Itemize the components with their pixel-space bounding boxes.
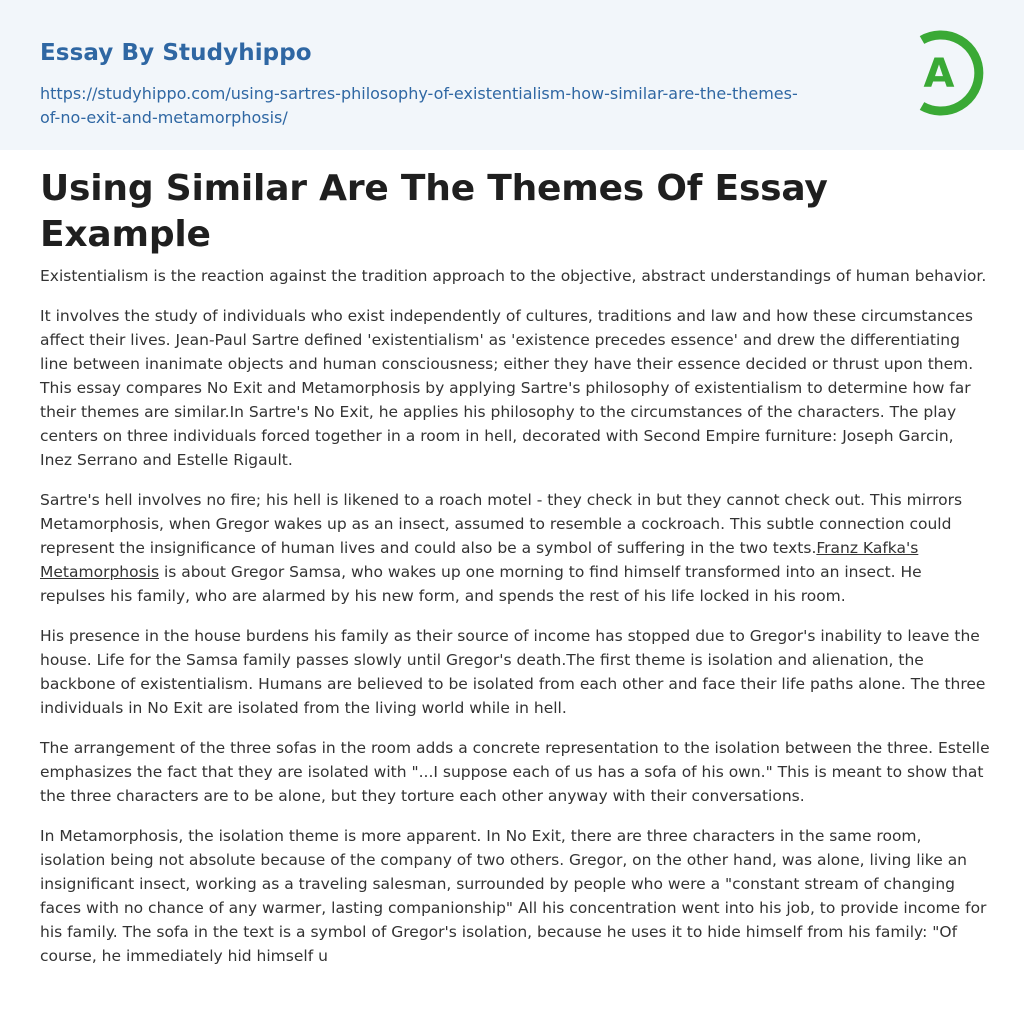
paragraph-6: In Metamorphosis, the isolation theme is more apparent. In No Exit, there are three characters in the same room, isolation being not absolute because of the company of two others. Gregor, on the other hand, was alone, living like an insignificant insect, working as a traveling salesman, surrounded by people who were a "constant stream of changing faces with no chance of any warmer, lasting companionship" All his concentration went into his job, to provide income for his family. The sofa in the text is a symbol of Gregor's isolation, because he uses it to hide himself from his family: "Of course, he immediately hid himself u xyxy=(40,827,987,965)
paragraph-5: The arrangement of the three sofas in the room adds a concrete representation to the isolation between the three. Estelle emphasizes the fact that they are isolated with "...I suppose each of us has a sofa of his own." This is meant to show that the three characters are to be alone, but they torture each other anyway with their conversations. xyxy=(40,739,990,805)
page-title: Using Similar Are The Themes Of Essay Example xyxy=(40,168,828,255)
paragraph-3-start: Sartre's hell involves no fire; his hell is likened to a roach motel - they check in but they cannot check out. This mirrors Metamorphosis, when Gregor wakes up as an insect, assumed to resemble a cockroach. This subtle connection could represent the insignificance of human lives and could also be a symbol of suffering in the two texts. xyxy=(40,491,963,557)
paragraph-4: His presence in the house burdens his family as their source of income has stopped due to Gregor's inability to leave the house. Life for the Samsa family passes slowly until Gregor's death.The first theme is isolation and alienation, the backbone of existentialism. Humans are believed to be isolated from each other and face their life paths alone. The three individuals in No Exit are isolated from the living world while in hell. xyxy=(40,627,986,717)
paragraph-2: It involves the study of individuals who exist independently of cultures, traditions and law and how these circumstances affect their lives. Jean-Paul Sartre defined 'existentialism' as 'existence precedes essence' and drew the differentiating line between inanimate objects and human consciousness; either they have their essence decided or thrust upon them. This essay compares No Exit and Metamorphosis by applying Sartre's philosophy of existentialism to determine how far their themes are similar.In Sartre's No Exit, he applies his philosophy to the circumstances of the characters. The play centers on three individuals forced together in a room in hell, decorated with Second Empire furniture: Joseph Garcin, Inez Serrano and Estelle Rigault. xyxy=(40,307,974,469)
metamorphosis-link[interactable]: Franz Kafka's Metamorphosis xyxy=(40,539,919,581)
paragraph-3-end: is about Gregor Samsa, who wakes up one morning to find himself transformed into an insect. He repulses his family, who are alarmed by his new form, and spends the rest of his life locked in his room. xyxy=(40,563,922,605)
site-brand[interactable]: Essay By Studyhippo xyxy=(40,40,312,66)
paragraph-1: Existentialism is the reaction against the tradition approach to the objective, abstract understandings of human behavior. xyxy=(40,267,987,285)
logo-letter: A xyxy=(923,51,955,97)
source-url-link[interactable]: https://studyhippo.com/using-sartres-philosophy-of-existentialism-how-similar-are-the-themes-of-no-exit-and-metamorphosis/ xyxy=(40,84,798,127)
paragraph-3 xyxy=(40,488,990,608)
article xyxy=(40,166,990,984)
site-header xyxy=(0,0,1024,150)
studyhippo-logo-icon[interactable] xyxy=(898,28,988,118)
